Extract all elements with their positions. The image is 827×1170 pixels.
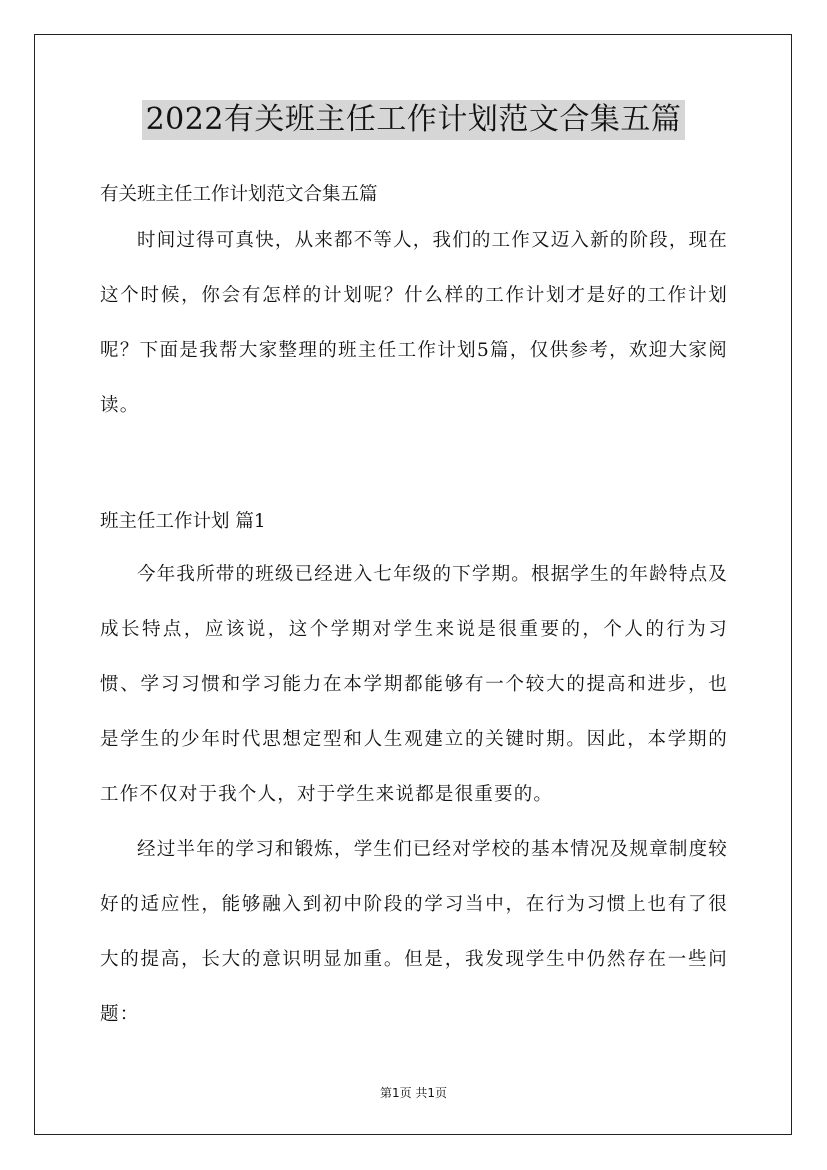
title-container	[0, 100, 827, 140]
intro-paragraph: 时间过得可真快，从来都不等人，我们的工作又迈入新的阶段，现在这个时候，你会有怎样的计划呢？什么样的工作计划才是好的工作计划呢？下面是我帮大家整理的班主任工作计划5篇，仅供参考，欢迎大家阅读。	[100, 230, 729, 416]
document-subtitle: 有关班主任工作计划范文合集五篇	[100, 184, 378, 205]
section-heading: 班主任工作计划 篇1	[100, 511, 266, 532]
page-number-footer: 第1页 共1页	[379, 1086, 448, 1100]
document-title: 2022有关班主任工作计划范文合集五篇	[142, 100, 686, 140]
body-paragraph: 经过半年的学习和锻炼，学生们已经对学校的基本情况及规章制度较好的适应性，能够融入到初中阶段的学习当中，在行为习惯上也有了很大的提高，长大的意识明显加重。但是，我发现学生中仍然存在一些问题：	[100, 839, 729, 1025]
body-paragraph: 今年我所带的班级已经进入七年级的下学期。根据学生的年龄特点及成长特点，应该说，这个学期对学生来说是很重要的，个人的行为习惯、学习习惯和学习能力在本学期都能够有一个较大的提高和进步，也是学生的少年时代思想定型和人生观建立的关键时期。因此，本学期的工作不仅对于我个人，对于学生来说都是很重要的。	[100, 564, 729, 805]
document-body	[100, 176, 728, 1042]
